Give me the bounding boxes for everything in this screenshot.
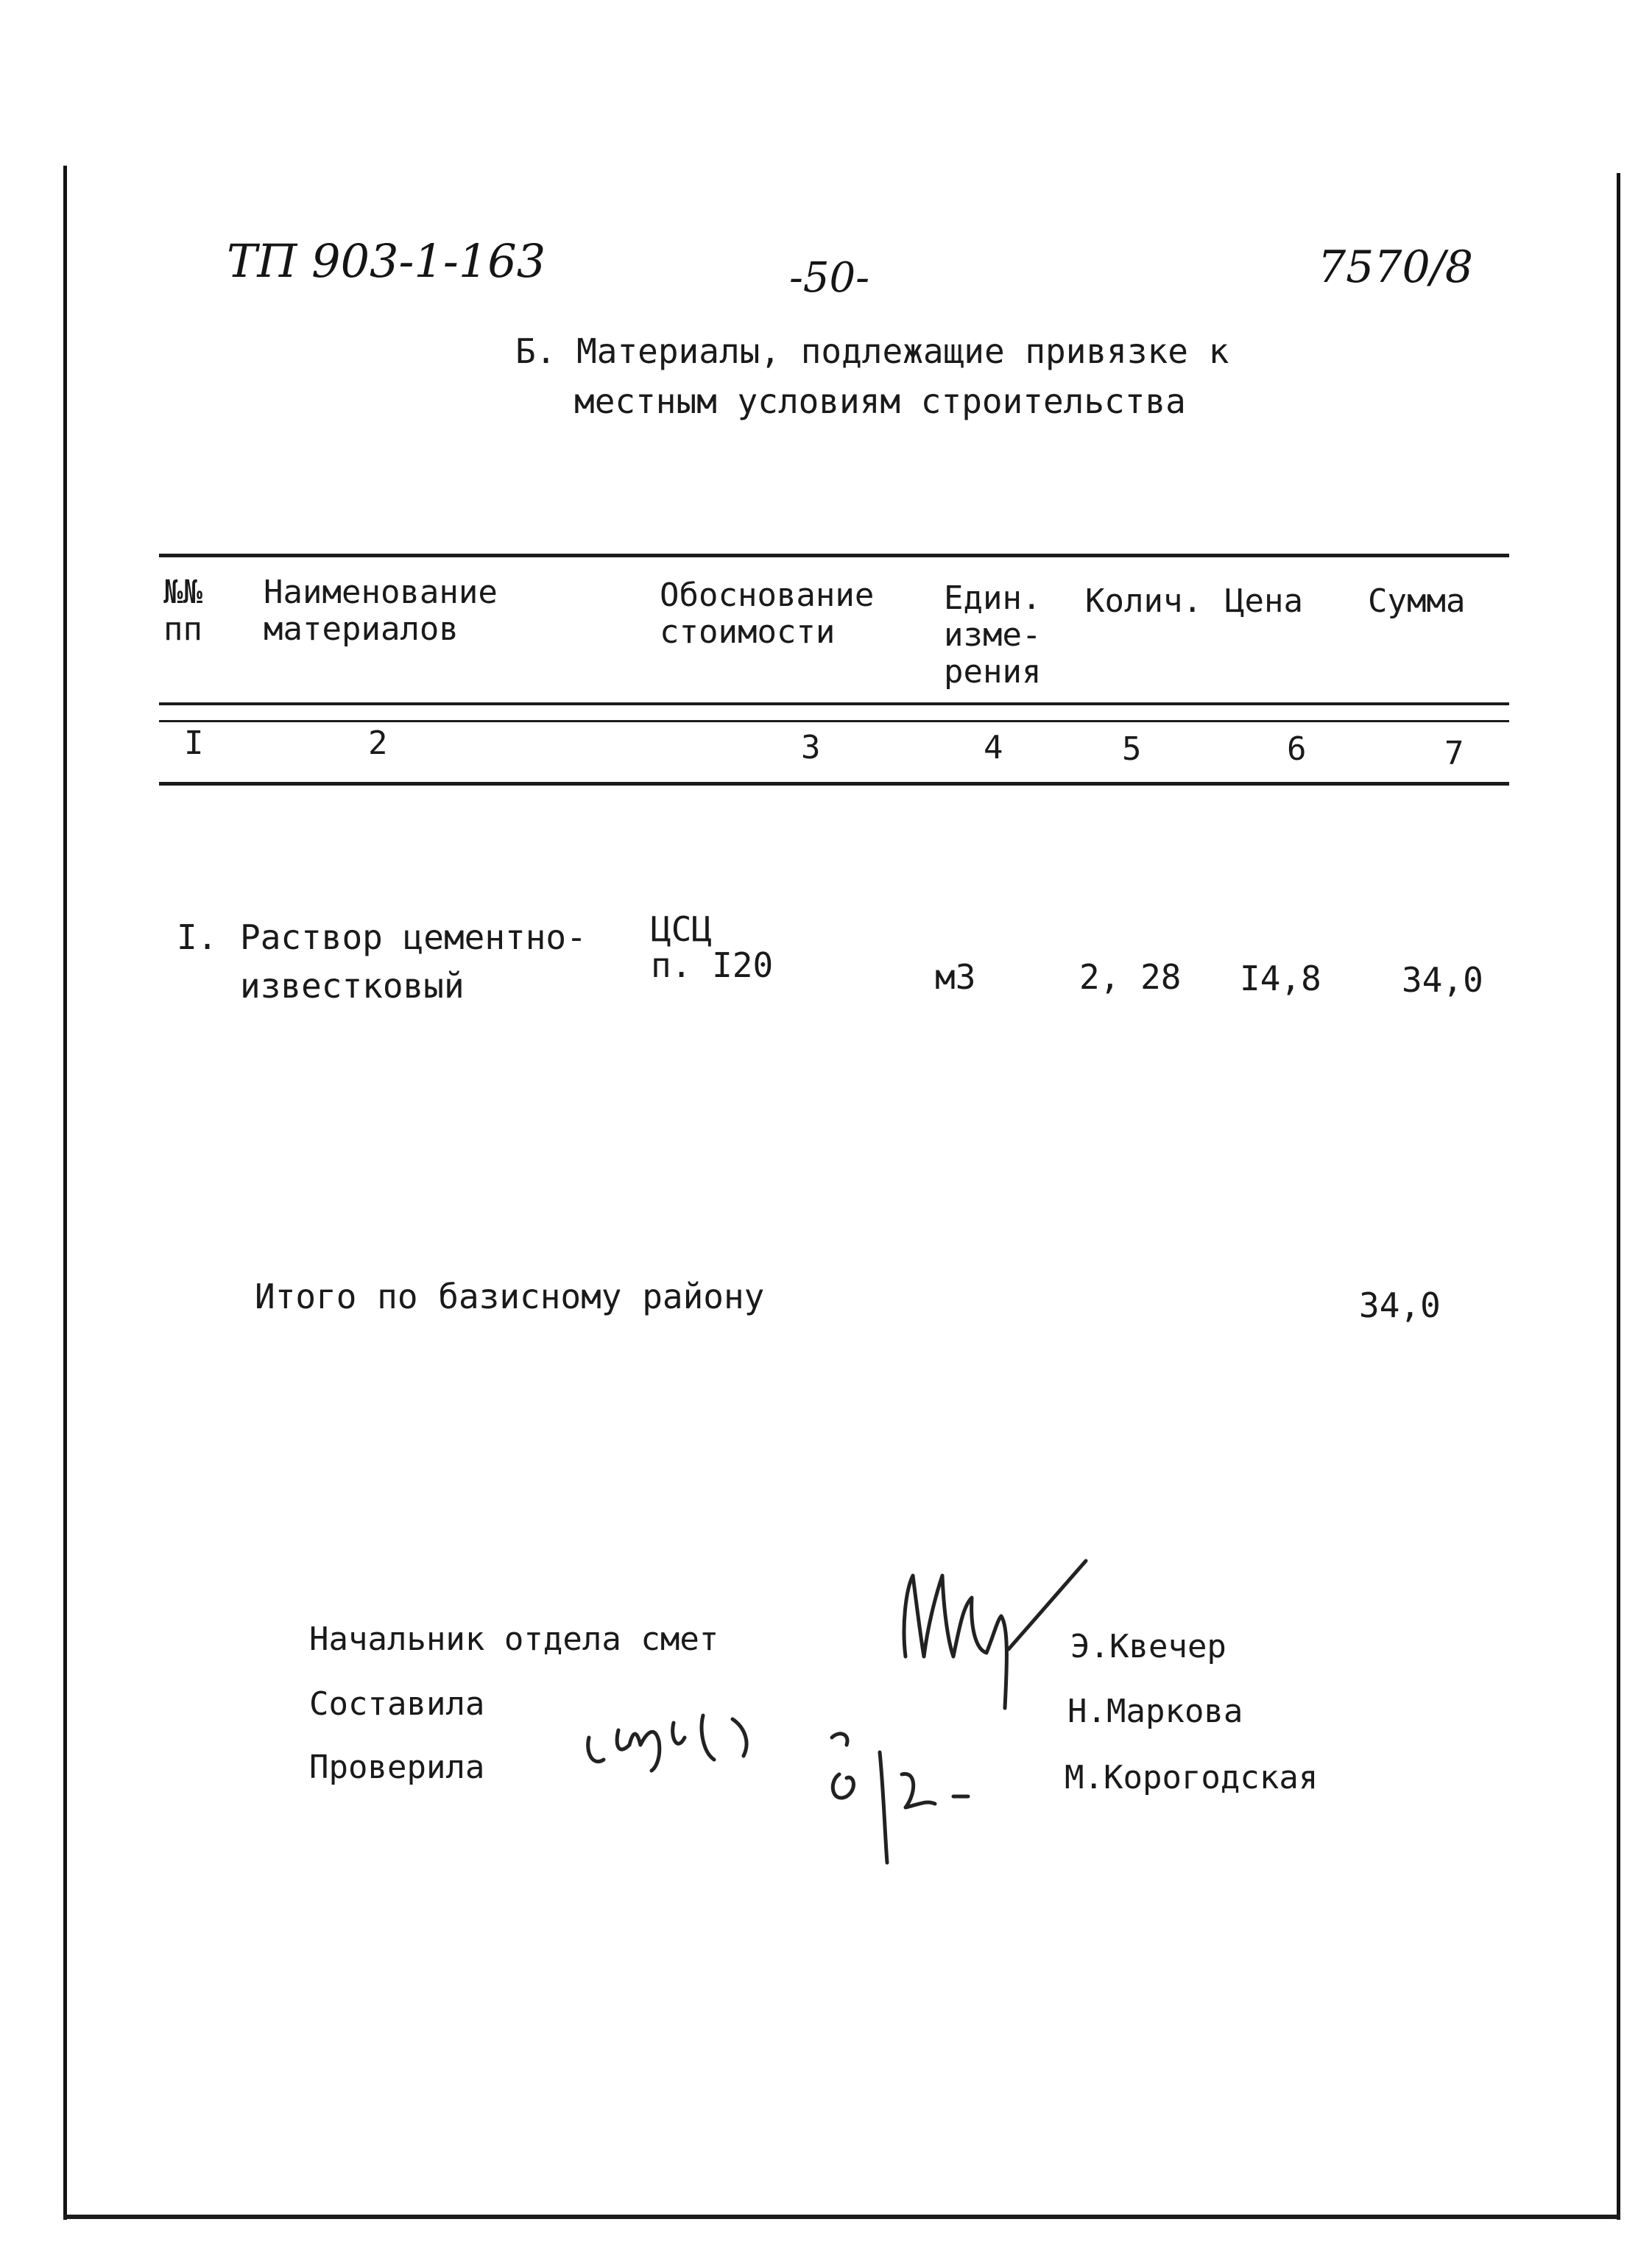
bottom-border <box>63 2215 1620 2219</box>
header-bottom-rule <box>159 702 1509 705</box>
page-number: -50- <box>789 254 870 302</box>
column-number: 5 <box>1122 730 1142 768</box>
colnum-top-rule <box>159 720 1509 722</box>
section-title-line2: местным условиям строительства <box>574 381 1186 421</box>
header-sum: Сумма <box>1368 582 1466 620</box>
header-num: №№ пп <box>163 574 202 648</box>
colnum-bottom-rule <box>159 782 1509 786</box>
signature-role: Начальник отдела смет <box>309 1620 719 1658</box>
row-unit: м3 <box>935 957 976 997</box>
doc-code: ТП 903-1-163 <box>227 234 546 288</box>
total-value: 34,0 <box>1359 1285 1441 1325</box>
column-number: 6 <box>1287 730 1307 768</box>
signature-mark-checker <box>817 1723 994 1870</box>
signature-role: Составила <box>309 1685 485 1723</box>
signature-mark-compiler <box>574 1686 780 1789</box>
signature-role: Проверила <box>309 1749 485 1786</box>
table-top-rule <box>159 554 1509 557</box>
signature-mark-head <box>883 1546 1104 1723</box>
column-number: 7 <box>1444 735 1464 772</box>
header-name: Наименование материалов <box>264 574 498 648</box>
column-number: 2 <box>368 724 388 762</box>
header-basis: Обоснование стоимости <box>660 576 875 651</box>
section-title-line1: Б. Материалы, подлежащие привязке к <box>515 331 1229 371</box>
right-border <box>1617 173 1620 2220</box>
header-price: Цена <box>1225 582 1303 620</box>
header-qty: Колич. <box>1085 582 1202 620</box>
header-unit: Един. изме- рения <box>944 579 1042 691</box>
signature-name: Э.Квечер <box>1070 1628 1226 1665</box>
row-qty: 2, 28 <box>1079 957 1182 997</box>
column-number: 4 <box>984 729 1003 766</box>
row-price: I4,8 <box>1240 959 1321 998</box>
row-name: Раствор цементно- известковый <box>240 917 587 1006</box>
total-label: Итого по базисному району <box>255 1277 765 1316</box>
row-basis: ЦСЦ п. I20 <box>651 909 774 985</box>
signature-name: М.Корогодская <box>1065 1759 1319 1796</box>
row-num: I. <box>177 917 218 957</box>
row-sum: 34,0 <box>1402 960 1483 1000</box>
column-number: I <box>184 724 204 762</box>
signature-name: Н.Маркова <box>1067 1693 1243 1730</box>
column-number: 3 <box>801 729 821 766</box>
left-border <box>63 166 67 2220</box>
sheet-code: 7570/8 <box>1318 241 1474 293</box>
